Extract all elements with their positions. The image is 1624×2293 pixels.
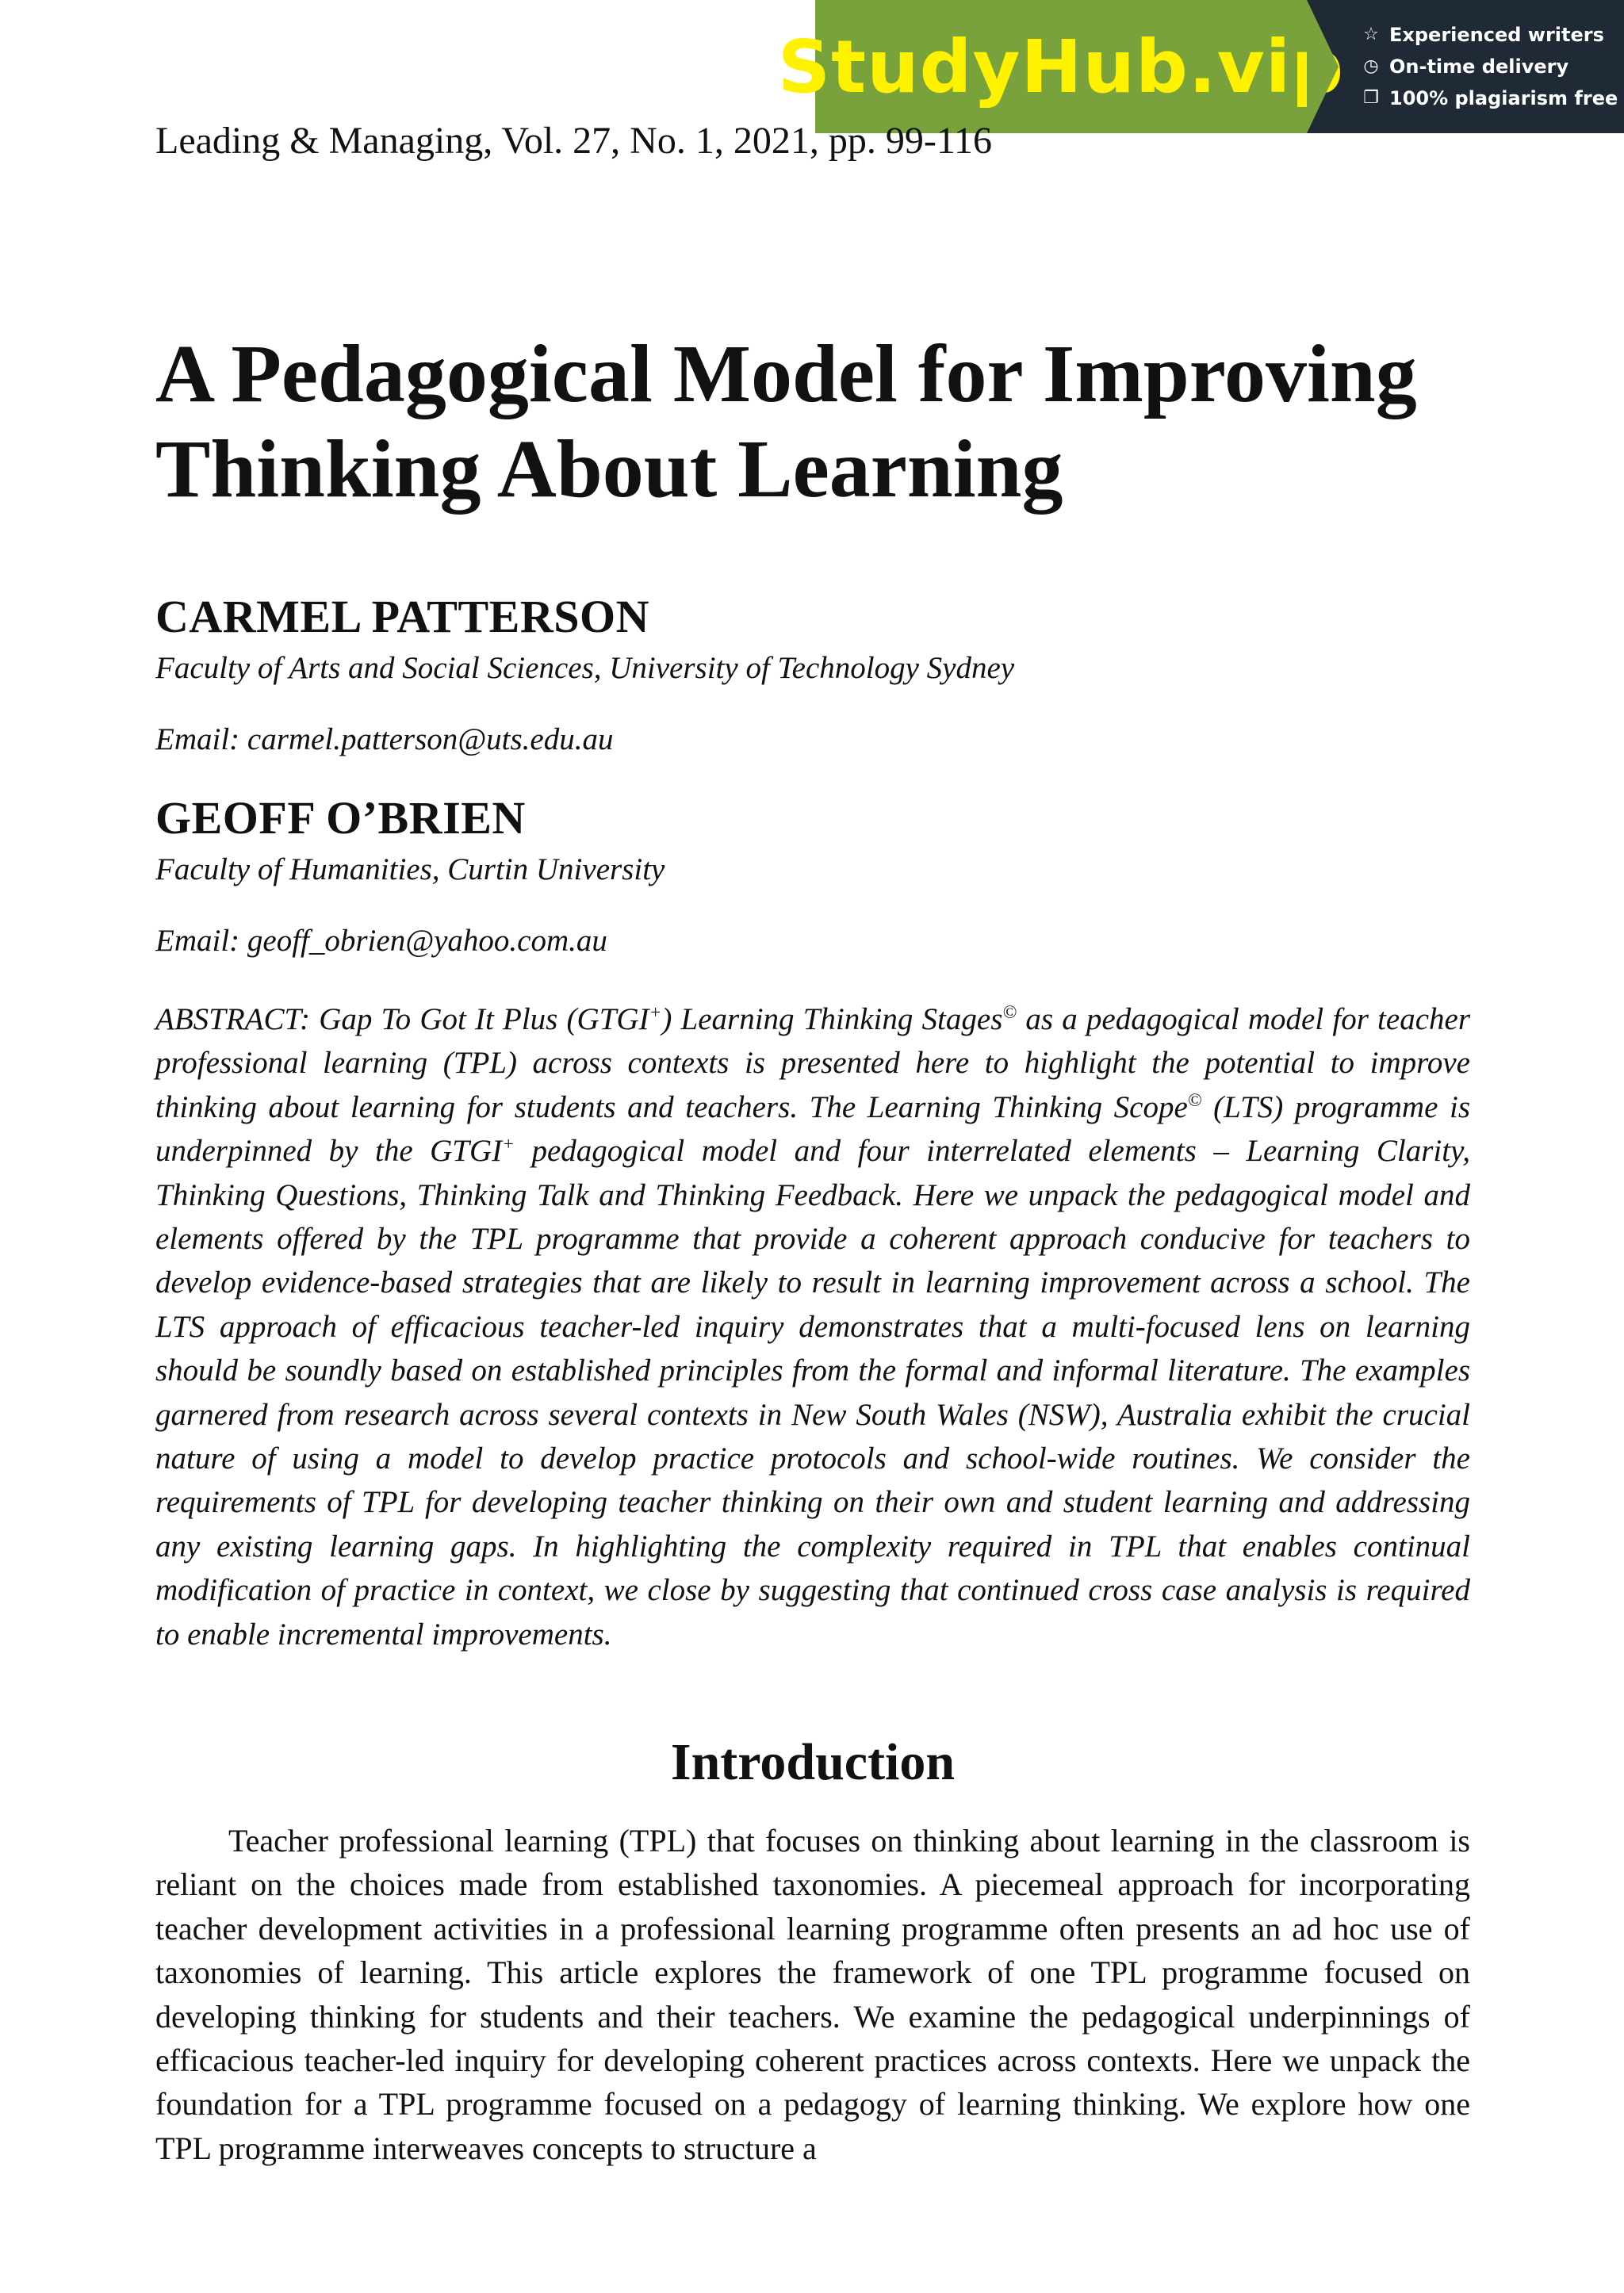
- banner-features-panel: [1307, 0, 1624, 133]
- introduction-paragraph: Teacher professional learning (TPL) that focuses on thinking about learning in the classroom is reliant on the choices made from established taxonomies. A piecemeal approach for incorporating teacher development activities in a professional learning programme often presents an ad hoc use of taxonomies of learning. This article explores the framework of one TPL programme focused on developing thinking for students and their teachers. We examine the pedagogical underpinnings of efficacious teacher-led inquiry for developing coherent practices across contexts. Here we unpack the foundation for a TPL programme focused on a pedagogy of learning thinking. We explore how one TPL programme interweaves concepts to structure a: [155, 1823, 1470, 2166]
- studyhub-banner[interactable]: [777, 0, 1624, 133]
- abstract-text: ) Learning Thinking Stages: [661, 1002, 1003, 1036]
- feature-item: [1361, 51, 1624, 82]
- journal-citation: Leading & Managing, Vol. 27, No. 1, 2021, pp. 99-116: [155, 120, 993, 162]
- document-check-icon: ❐: [1363, 88, 1379, 108]
- superscript: +: [649, 1002, 662, 1023]
- feature-label: On-time delivery: [1389, 56, 1569, 78]
- feature-label: Experienced writers: [1389, 24, 1604, 46]
- author-name: CARMEL PATTERSON: [155, 591, 649, 642]
- banner-brand-panel: [777, 0, 1345, 133]
- abstract-text: (LTS) programme is underpinned by the GTGI: [155, 1089, 1470, 1169]
- feature-item: [1361, 82, 1624, 114]
- star-icon: ☆: [1363, 25, 1379, 44]
- title-line-2: Thinking About Learning: [155, 423, 1063, 515]
- brand-logo-text: StudyHub.vip: [777, 24, 1345, 109]
- superscript: ©: [1187, 1089, 1202, 1111]
- abstract: [155, 997, 1470, 1656]
- title-line-1: A Pedagogical Model for Improving: [155, 328, 1417, 419]
- superscript: ©: [1002, 1002, 1017, 1023]
- author-affiliation: Faculty of Arts and Social Sciences, University of Technology Sydney: [155, 651, 1015, 685]
- superscript: +: [502, 1134, 515, 1155]
- section-heading-introduction: Introduction: [670, 1733, 956, 1791]
- abstract-text: ABSTRACT: Gap To Got It Plus (GTGI: [155, 1002, 649, 1036]
- abstract-text: as a pedagogical model for teacher professional learning (TPL) across contexts is presented here to highlight the potential to improve thinking about learning for students and teachers. The Learning Thinking Scope: [155, 1002, 1470, 1124]
- author-email: Email: geoff_obrien@yahoo.com.au: [155, 924, 607, 958]
- author-email: Email: carmel.patterson@uts.edu.au: [155, 722, 614, 756]
- abstract-text: pedagogical model and four interrelated elements – Learning Clarity, Thinking Questions, Thinking Talk and Thinking Feedback. Here we unpack the pedagogical model and elements offered by the TPL programme that provide a coherent approach conducive for teachers to develop evidence-based strategies that are likely to result in learning improvement across a school. The LTS approach of efficacious teacher-led inquiry demonstrates that a multi-focused lens on learning should be soundly based on established principles from the formal and informal literature. The examples garnered from research across several contexts in New South Wales (NSW), Australia exhibit the crucial nature of using a model to develop practice protocols and school-wide routines. We consider the requirements of TPL for developing teacher thinking on their own and student learning and addressing any existing learning gaps. In highlighting the complexity required in TPL that enables continual modification of practice in context, we close by suggesting that continued cross case analysis is required to enable incremental improvements.: [155, 1134, 1470, 1652]
- feature-item: [1361, 19, 1624, 51]
- author-affiliation: Faculty of Humanities, Curtin University: [155, 852, 665, 886]
- feature-label: 100% plagiarism free: [1389, 87, 1618, 109]
- author-name: GEOFF O’BRIEN: [155, 792, 526, 844]
- paper-title: [155, 327, 1417, 517]
- clock-icon: ◷: [1363, 56, 1379, 76]
